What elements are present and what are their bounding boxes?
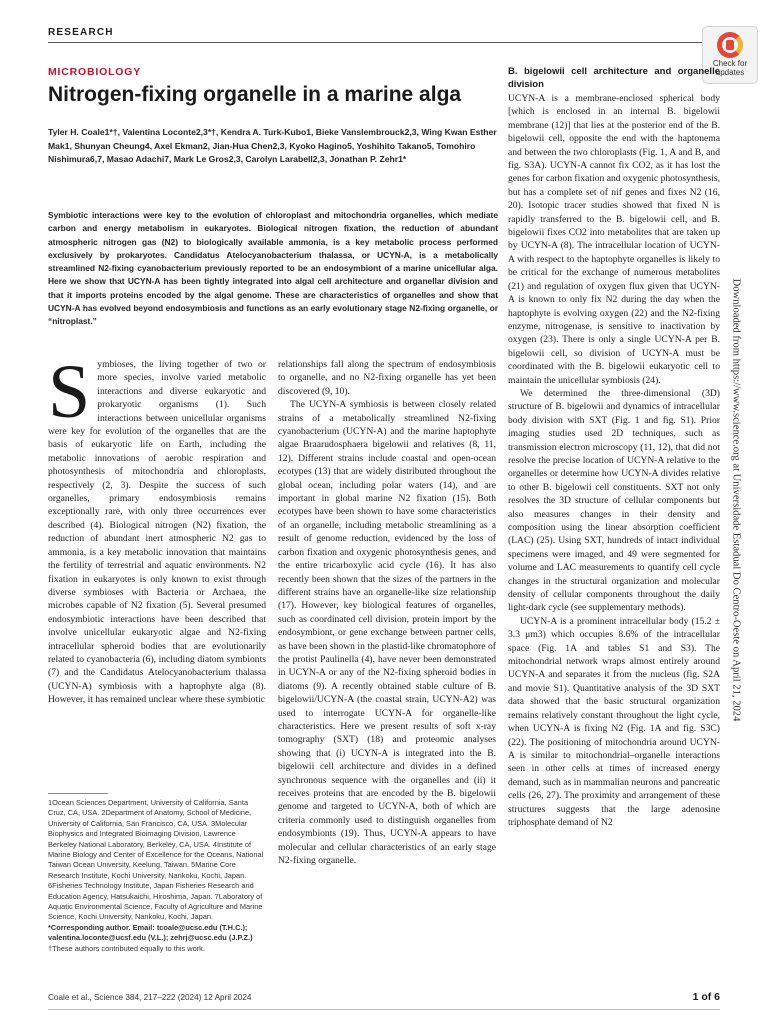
header-rule (48, 42, 720, 43)
paragraph-3d-structure: We determined the three-dimensional (3D) structure of B. bigelowii and dynamics of intracellular body division with SXT (Fig. 1 and fig. S1). Prior imaging studies used 2D techniques, such as transmission electron microscopy (11, 12), that did not resolve the precise location of UCYN-A relative to the organelles or determine how UCYN-A divides relative to other B. bigelowii cell constituents. SXT not only resolves the 3D structure of cellular components but also measures changes in their density and composition using the linear absorption coefficient (LAC) (25). Using SXT, hundreds of intact individual specimens were imaged, and 49 were segmented for volume and LAC measurements to quantify cell cycle changes in the structural organization and molecular density of cellular components throughout the daily light-dark cycle (see supplementary methods). (508, 387, 720, 614)
subject-label: MICROBIOLOGY (48, 66, 142, 78)
paragraph-intracellular-body: UCYN-A is a prominent intracellular body (15.2 ± 3.3 μm3) which occupies 8.6% of the intracellular space (Fig. 1A and tables S1 and S3). The mitochondrial network wraps almost entirely around UCYN-A and separates it from the nucleus (fig. S2A and movie S1). Quantitative analysis of the 3D SXT data showed that the basic structural organization remains relatively constant throughout the light cycle, when UCYN-A is fixing N2 (Fig. 1A and fig. S3C) (22). The positioning of mitochondria around UCYN-A is similar to mitochondrial–organelle interactions seen in other cells at times of increased energy demand, such as in mammalian neurons and pancreatic cells (26, 27). The proximity and arrangement of these structures suggests that the large adenosine triphosphate demand of N2 (508, 615, 720, 828)
section-heading: B. bigelowii cell architecture and organelle division (508, 66, 720, 90)
author-list: Tyler H. Coale1*†, Valentina Loconte2,3*†, Kendra A. Turk-Kubo1, Bieke Vanslembrouck2,3, Wing Kwan Esther Mak1, Shunyan Cheung4, Axel Ekman2, Jian-Hua Chen2,3, Kyoko Hagino5, Yoshihito Takano5, Tomohiro Nishimura6,7, Masao Adachi7, Mark Le Gros2,3, Carolyn Larabell2,3, Jonathan P. Zehr1* (48, 127, 497, 164)
footer-rule (48, 1009, 720, 1010)
drop-cap: S (48, 350, 91, 434)
download-notice-text: Downloaded from https://www.science.org at Universidade Estadual Do Centro-Oeste on April 21, 2024 (730, 278, 742, 722)
equal-contribution-note: †These authors contributed equally to this work. (48, 943, 205, 953)
paragraph-cell-architecture: UCYN-A is a membrane-enclosed spherical body [which is enclosed in an internal B. bigelowii membrane (12)] that lies at the posterior end of the B. bigelowii cell, opposite the end with the haptonema and between the two chloroplasts (Fig. 1, A and B, and fig. S3A). UCYN-A cannot fix CO2, as it has lost the genes for carbon fixation and oxygenic photosynthesis, but has a complete set of nif genes and fixes N2 (16, 20). Isotopic tracer studies showed that fixed N is rapidly transferred to the B. bigelowii cell, and B. bigelowii fixes CO2 into metabolites that are taken up by UCYN-A (8). The intracellular location of UCYN-A with respect to the haptophyte organelles is likely to be critical for the exchange of numerous metabolites (21) and regulation of oxygen flux given that UCYN-A is known to only fix N2 during the day when the haptophyte is evolving oxygen (22) and the N2-fixing enzyme, nitrogenase, is sensitive to inactivation by oxygen (23). There is only a single UCYN-A per B. bigelowii cell, so division of UCYN-A must be coordinated with the B. bigelowii eukaryotic cell to maintain the unicellular symbiosis (24). (508, 93, 720, 386)
body-column-left (48, 350, 266, 707)
intro-paragraph: ymbioses, the living together of two or more species, involve varied metabolic interactions and diverse eukaryotic and prokaryotic organisms (1). Such interactions between unicellular organisms were key for evolution of the organelles that are the basis of eukaryotic life on Earth, including the metabolic innovations of aerobic respiration and photosynthesis of mitochondria and chloroplasts, respectively (2, 3). Despite the success of such organelles, primary endosymbiosis remains exceptionally rare, with only three occurrences ever described (4). Biological nitrogen (N2) fixation, the reduction of abundant inert atmospheric N2 gas to ammonia, is a key metabolic innovation that maintains the fertility of terrestrial and aquatic environments. N2 fixation in eukaryotes is only known to exist through diverse symbioses with Bacteria or Archaea, the microbes capable of N2 fixation (5). Several presumed endosymbiotic interactions have been described that involve unicellular eukaryotic algae and N2-fixing intracellular spheroid bodies that are evolutionarily related to cyanobacteria (6), including diatom symbionts (7) and the Candidatus Atelocyanobacterium thalassa (UCYN-A) symbiosis with a haptophyte alga (8). However, it has remained unclear where these symbiotic (48, 359, 266, 706)
download-notice (728, 280, 744, 720)
page-number: 1 of 6 (692, 991, 720, 1003)
article-title: Nitrogen-fixing organelle in a marine alga (48, 83, 462, 106)
body-column-right (508, 65, 720, 829)
paragraph-ucyn-a-symbiosis: The UCYN-A symbiosis is between closely related strains of a metabolically streamlined N2-fixing cyanobacterium (UCYN-A) and the marine haptophyte algae Braarudosphaera bigelowii and relatives (8, 11, 12). Different strains include coastal and open-ocean ecotypes (13) that are widely distributed throughout the global ocean, including polar waters (14), and are important in global marine N2 fixation (15). Both ecotypes have been shown to have some characteristics of an organelle, including metabolic streamlining as a result of genome reduction, evidenced by the loss of carbon fixation and oxygenic photosynthesis genes, and the entire tricarboxylic acid cycle (16). It has also recently been shown that the sizes of the partners in the different strains have an organelle-like size relationship (17). However, key biological features of organelles, such as coordinated cell division, protein import by the endosymbiont, or gene exchange between partner cells, as have been shown in the plastid-like chromatophore of the protist Paulinella (4), have never been demonstrated in UCYN-A or any of the N2-fixing spheroid bodies in diatoms (9). A recently obtained stable culture of B. bigelowii/UCYN-A (the coastal strain, UCYN-A2) was used to interrogate UCYN-A for organelle-like characteristics. Here we present results of soft x-ray tomography (SXT) (18) and proteomic analyses showing that (i) UCYN-A is integrated into the B. bigelowii cell architecture and divides in a defined synchronous sequence with the organelles and (ii) it receives proteins that are encoded by the B. bigelowii genome and targeted to UCYN-A, both of which are criteria commonly used to distinguish organelles from endosymbionts (19). Thus, UCYN-A appears to have molecular and cellular characteristics of an early stage N2-fixing organelle. (278, 399, 496, 867)
body-column-middle (278, 358, 496, 867)
footnote-rule (48, 793, 108, 794)
badge-line-2: updates (715, 68, 745, 77)
footer-citation: Coale et al., Science 384, 217–222 (2024) 12 April 2024 (48, 993, 252, 1002)
corresponding-author[interactable]: *Corresponding author. Email: tcoale@ucsc.edu (T.H.C.); valentina.loconte@ucsf.edu (V.L.); zehrj@ucsc.edu (J.P.Z.) (48, 922, 253, 943)
abstract: Symbiotic interactions were key to the evolution of chloroplast and mitochondria organelles, which mediate carbon and energy metabolism in eukaryotes. Biological nitrogen fixation, the reduction of abundant atmospheric nitrogen gas (N2) to biologically available ammonia, is a key metabolic process performed exclusively by prokaryotes. Candidatus Atelocyanobacterium thalassa, or UCYN-A, is a metabolically streamlined N2-fixing cyanobacterium previously reported to be an endosymbiont of a marine unicellular alga. Here we show that UCYN-A has been tightly integrated into algal cell architecture and organellar division and that it imports proteins encoded by the algal genome. These are characteristics of organelles and show that UCYN-A has evolved beyond endosymbiosis and functions as an early evolutionary stage N2-fixing organelle, or “nitroplast.” (48, 210, 498, 327)
crossmark-icon (717, 32, 743, 58)
affiliations: 1Ocean Sciences Department, University of California, Santa Cruz, CA, USA. 2Department of Anatomy, School of Medicine, University of California, San Francisco, CA, USA. 3Molecular Biophysics and Integrated Bioimaging Division, Lawrence Berkeley National Laboratory, Berkeley, CA, USA. 4Institute of Marine Biology and Center of Excellence for the Oceans, National Taiwan Ocean University, Keelung, Taiwan. 5Marine Core Research Institute, Kochi University, Nankoku, Kochi, Japan. 6Fisheries Technology Institute, Japan Fisheries Research and Education Agency, Hatsukaichi, Hiroshima, Japan. 7Laboratory of Aquatic Environmental Science, Faculty of Agriculture and Marine Science, Kochi University, Nankoku, Kochi, Japan. (48, 798, 264, 922)
badge-line-1: Check for (712, 59, 748, 68)
footnotes (48, 798, 266, 954)
section-label: RESEARCH (48, 27, 114, 38)
paragraph-continuation: relationships fall along the spectrum of endosymbiosis to organelle, and no N2-fixing organelle has yet been discovered (9, 10). (278, 359, 496, 397)
